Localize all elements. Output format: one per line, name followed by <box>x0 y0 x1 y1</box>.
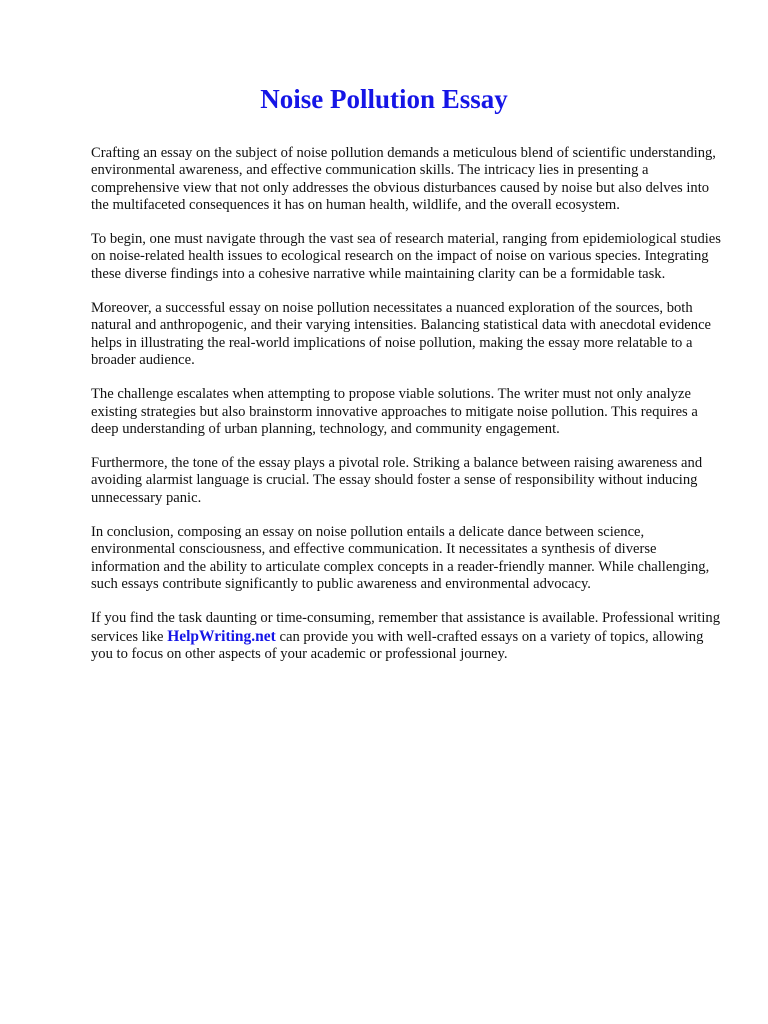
page-title: Noise Pollution Essay <box>260 84 508 114</box>
paragraph-5: Furthermore, the tone of the essay plays a pivotal role. Striking a balance between raising awareness and avoiding alarmist language is crucial. The essay should foster a sense of responsibility without inducing unnecessary panic. <box>91 455 703 506</box>
helpwriting-link[interactable]: HelpWriting.net <box>167 627 276 645</box>
paragraph-6: In conclusion, composing an essay on noise pollution entails a delicate dance between science, environmental consciousness, and effective communication. It necessitates a synthesis of diverse information and the ability to articulate complex concepts in a reader-friendly manner. While challenging, such essays contribute significantly to public awareness and environmental advocacy. <box>91 524 710 592</box>
paragraph-7-before-link: If you find the task daunting or time-consuming, remember that assistance is available. Professional writing services like <box>91 610 720 645</box>
paragraph-2: To begin, one must navigate through the vast sea of research material, ranging from epidemiological studies on noise-related health issues to ecological research on the impact of noise on various species. Integrating these diverse findings into a cohesive narrative while maintaining clarity can be a formidable task. <box>91 231 721 282</box>
paragraph-1: Crafting an essay on the subject of noise pollution demands a meticulous blend of scientific understanding, environmental awareness, and effective communication skills. The intricacy lies in presenting a comprehensive view that not only addresses the obvious disturbances caused by noise but also delves into the multifaceted consequences it has on human health, wildlife, and the overall ecosystem. <box>91 145 716 213</box>
paragraph-7-after-link: can provide you with well-crafted essays on a variety of topics, allowing you to focus on other aspects of your academic or professional journey. <box>91 628 704 662</box>
essay-body <box>91 145 724 663</box>
paragraph-3: Moreover, a successful essay on noise pollution necessitates a nuanced exploration of the sources, both natural and anthropogenic, and their varying intensities. Balancing statistical data with anecdotal evidence helps in illustrating the real-world implications of noise pollution, making the essay more relatable to a broader audience. <box>91 300 712 368</box>
paragraph-4: The challenge escalates when attempting to propose viable solutions. The writer must not only analyze existing strategies but also brainstorm innovative approaches to mitigate noise pollution. This requires a deep understanding of urban planning, technology, and community engagement. <box>91 386 698 437</box>
paragraph-7 <box>91 610 724 663</box>
